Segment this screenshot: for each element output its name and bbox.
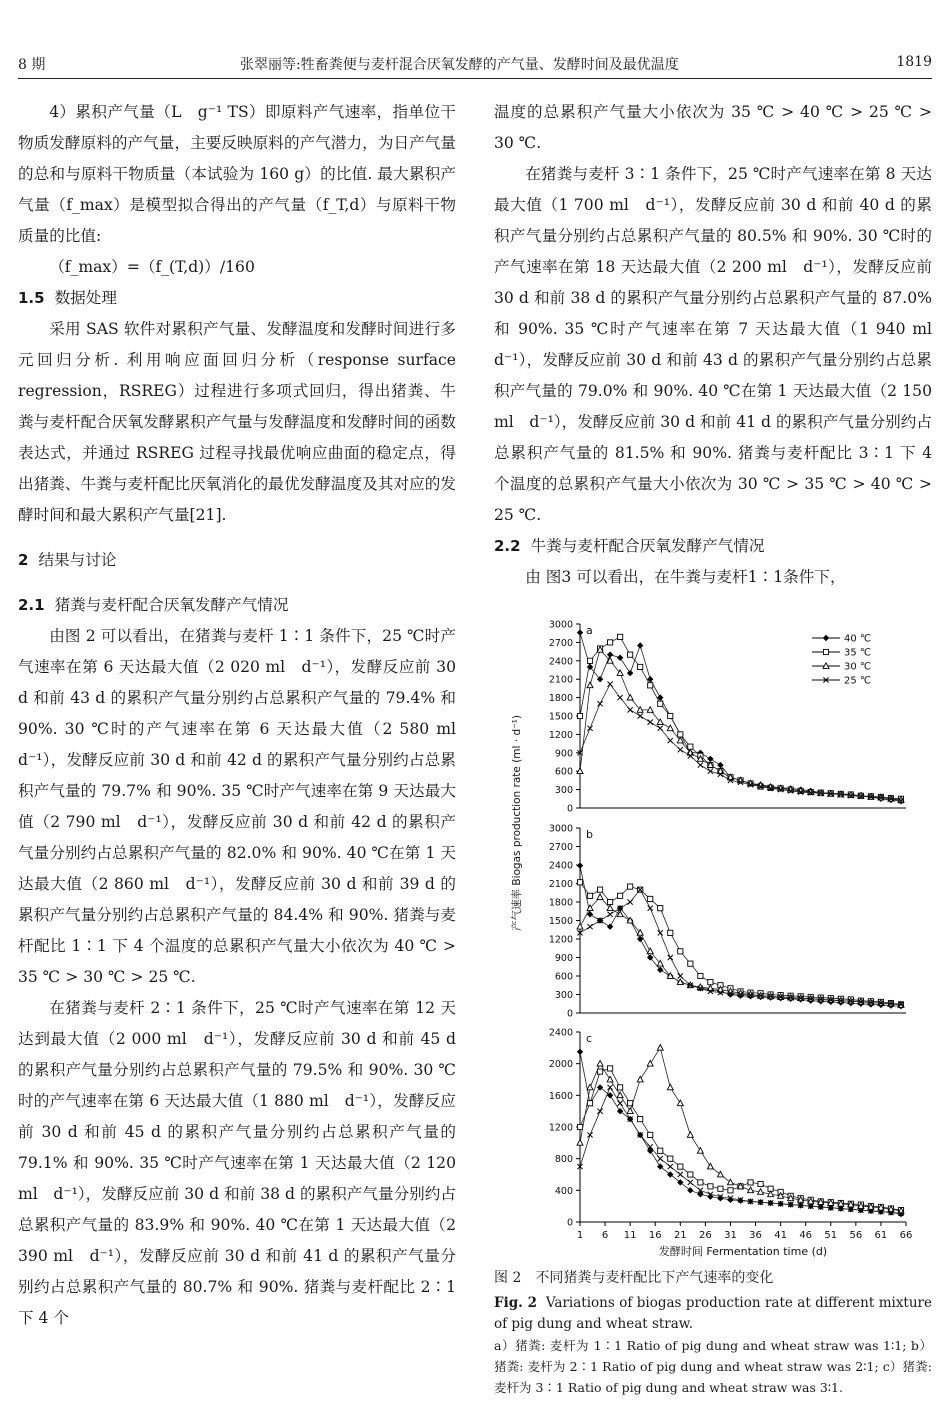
x-tick-label: 16 <box>648 1230 662 1241</box>
section-number: 2.1 <box>18 596 45 614</box>
data-point <box>607 899 612 904</box>
figure-caption <box>494 1268 932 1398</box>
data-point <box>697 1148 703 1154</box>
y-tick-label: 2700 <box>548 637 573 649</box>
data-point <box>737 1197 743 1203</box>
data-point <box>758 1181 763 1186</box>
y-tick-label: 900 <box>554 748 573 760</box>
x-tick-label: 1 <box>576 1230 584 1241</box>
data-point <box>597 1109 602 1114</box>
data-point <box>688 1172 693 1177</box>
data-point <box>668 955 673 960</box>
data-point <box>607 912 612 917</box>
legend-label: 30 ℃ <box>844 661 872 673</box>
running-header <box>18 50 932 79</box>
data-point <box>638 713 643 718</box>
data-point <box>648 683 653 688</box>
data-point <box>607 1066 612 1071</box>
data-point <box>628 707 633 712</box>
x-tick-label: 46 <box>799 1230 813 1241</box>
caption-chinese: 图 2 不同猪粪与麦杆配比下产气速率的变化 <box>494 1270 774 1286</box>
x-tick-label: 66 <box>899 1230 913 1241</box>
data-point <box>577 1124 582 1129</box>
paragraph-data-processing: 采用 SAS 软件对累积产气量、发酵温度和发酵时间进行多元回归分析. 利用响应面回归分析（response surface regression，RSREG）过程进行多项式回归，得出猪粪、牛粪与麦杆配合厌氧发酵累积产气量与发酵温度和发酵时间的函数表达式，并通过 RSREG 过程寻找最优响应曲面的稳定点，得出猪粪、牛粪与麦杆配比厌氧消化的最优发酵温度及其对应的发酵时间和最大累积产气量[21]. <box>18 320 456 524</box>
data-point <box>637 642 643 648</box>
data-point <box>597 1069 602 1074</box>
data-point <box>748 1180 753 1185</box>
data-point <box>677 1100 683 1106</box>
data-point <box>668 713 673 718</box>
y-tick-label: 300 <box>554 990 573 1001</box>
panel-label: b <box>586 828 593 841</box>
caption-english-text: Variations of biogas production rate at different mixture of pig dung and wheat straw. <box>494 1295 932 1332</box>
y-tick-label: 600 <box>554 971 573 983</box>
y-tick-label: 800 <box>554 1154 573 1166</box>
legend-label: 40 ℃ <box>844 633 872 645</box>
data-point <box>597 1060 603 1066</box>
data-point <box>667 1084 673 1090</box>
y-tick-label: 2400 <box>548 1027 573 1039</box>
series-line <box>580 1052 901 1214</box>
data-point <box>647 948 653 954</box>
x-tick-label: 41 <box>774 1230 787 1241</box>
section-heading-2-1 <box>18 590 456 621</box>
data-point <box>658 1156 663 1161</box>
data-point <box>607 1085 612 1090</box>
x-tick-label: 51 <box>824 1230 838 1241</box>
data-point <box>698 762 703 767</box>
data-point <box>618 1101 623 1106</box>
right-column <box>494 97 948 593</box>
y-tick-label: 600 <box>554 766 573 778</box>
y-tick-label: 1800 <box>548 897 573 909</box>
data-point <box>577 923 583 929</box>
data-point <box>678 1164 683 1169</box>
section-title: 结果与讨论 <box>38 551 117 569</box>
data-point <box>607 923 613 929</box>
data-point <box>577 880 582 885</box>
figure-2-chart <box>494 618 934 1258</box>
page-number: 1819 <box>896 54 932 70</box>
y-tick-label: 2100 <box>548 879 573 890</box>
caption-label: Fig. 2 <box>494 1295 538 1311</box>
y-tick-label: 0 <box>566 803 573 815</box>
data-point <box>627 1108 633 1114</box>
data-point <box>688 744 693 749</box>
data-point <box>587 893 592 898</box>
y-tick-label: 2400 <box>548 656 573 668</box>
caption-english <box>494 1293 932 1335</box>
y-tick-label: 1200 <box>548 729 573 741</box>
data-point <box>658 726 663 731</box>
data-point <box>668 930 673 935</box>
y-tick-label: 2700 <box>548 842 573 853</box>
data-point <box>628 899 633 904</box>
data-point <box>587 1132 592 1137</box>
x-tick-label: 11 <box>623 1230 637 1241</box>
paragraph-cumulative-gas: 4）累积产气量（L g⁻¹ TS）即原料产气速率，指单位干物质发酵原料的产气量，主要反映原料的产气潜力，为日产气量的总和与原料干物质量（本试验为 160 g）的比值. 最大累积产气量（f_max）是模型拟合得出的产气量（f_T,d）与原料干物质量的比值: <box>18 103 456 245</box>
data-point <box>617 1092 623 1098</box>
paragraph-ratio-3-1: 在猪粪与麦杆 3∶1 条件下，25 ℃时产气速率在第 8 天达最大值（1 700 ml d⁻¹），发酵反应前 30 d 和前 40 d 的累积产气量分别约占总累积产气量的 80.5% 和 90%. 30 ℃时的产气速率在第 18 天达最大值（2 200 ml d⁻¹），发酵反应前 30 d 和前 38 d 的累积产气量分别约占总累积产气量的 87.0% 和 90%. 35 ℃时产气速率在第 7 天达最大值（1 940 ml d⁻¹），发酵反应前 30 d 和前 43 d 的累积产气量分别约占总累积产气量的 79.0% 和 90%. 40 ℃在第 1 天达最大值（2 150 ml d⁻¹），发酵反应前 30 d 和前 41 d 的累积产气量分别约占总累积产气量的 81.5% 和 90%. 猪粪与麦杆配比 3∶1 下 4 个温度的总累积产气量大小依次为 30 ℃ > 35 ℃ > 40 ℃ > 25 ℃. <box>494 165 948 524</box>
legend-marker <box>823 649 828 654</box>
caption-subpanels: a）猪粪: 麦杆为 1∶1 Ratio of pig dung and wheat straw was 1∶1; b）猪粪: 麦杆为 2∶1 Ratio of pig dung and wheat straw was 2∶1; c）猪粪: 麦杆为 3∶1 Ratio of pig dung and wheat straw was 3∶1. <box>494 1338 932 1395</box>
data-point <box>618 695 623 700</box>
data-point <box>657 1045 663 1051</box>
data-point <box>587 682 593 688</box>
legend-label: 25 ℃ <box>844 675 872 687</box>
data-point <box>648 720 653 725</box>
data-point <box>617 655 623 661</box>
data-point <box>597 887 602 892</box>
section-heading-2 <box>18 545 456 576</box>
data-point <box>638 1116 643 1121</box>
series-line <box>580 890 901 1005</box>
data-point <box>727 1179 733 1185</box>
x-tick-label: 56 <box>849 1230 863 1241</box>
data-point <box>587 726 592 731</box>
y-tick-label: 0 <box>566 1217 573 1229</box>
y-tick-label: 300 <box>554 785 573 797</box>
section-title: 牛粪与麦杆配合厌氧发酵产气情况 <box>530 537 765 555</box>
data-point <box>718 1186 723 1191</box>
data-point <box>708 980 713 985</box>
data-point <box>678 1172 683 1177</box>
y-tick-label: 2400 <box>548 860 573 872</box>
data-point <box>688 961 693 966</box>
y-tick-label: 1200 <box>548 1122 573 1134</box>
y-tick-label: 1600 <box>548 1090 573 1102</box>
data-point <box>637 1076 643 1082</box>
section-number: 2 <box>18 551 29 569</box>
y-tick-label: 3000 <box>548 619 573 631</box>
data-point <box>698 1180 703 1185</box>
x-tick-label: 21 <box>673 1230 687 1241</box>
legend-marker <box>823 635 829 641</box>
data-point <box>587 658 592 663</box>
y-axis-title: 产气速率 Biogas production rate (ml · d⁻¹) <box>511 715 523 931</box>
data-point <box>667 725 673 731</box>
issue-number: 8 期 <box>18 57 46 73</box>
data-point <box>628 652 633 657</box>
legend-label: 35 ℃ <box>844 647 872 659</box>
data-point <box>668 738 673 743</box>
data-point <box>627 694 633 700</box>
data-point <box>717 1171 723 1177</box>
data-point <box>638 664 643 669</box>
y-tick-label: 1500 <box>548 916 573 927</box>
data-point <box>708 769 713 774</box>
data-point <box>658 930 663 935</box>
data-point <box>618 1085 623 1090</box>
x-tick-label: 31 <box>724 1230 737 1241</box>
data-point <box>678 732 683 737</box>
section-number: 1.5 <box>18 289 45 307</box>
data-point <box>577 862 583 868</box>
data-point <box>728 1188 733 1193</box>
data-point <box>618 634 623 639</box>
data-point <box>678 973 683 978</box>
data-point <box>618 893 623 898</box>
data-point <box>597 701 602 706</box>
data-point <box>627 670 633 676</box>
data-point <box>577 1049 583 1055</box>
paragraph-cow-dung: 由 图3 可以看出，在牛粪与麦杆1∶1条件下， <box>525 568 846 586</box>
panel-label: a <box>586 624 593 637</box>
data-point <box>688 1180 693 1185</box>
paragraph-ratio-1-1: 由图 2 可以看出，在猪粪与麦杆 1∶1 条件下，25 ℃时产气速率在第 6 天达最大值（2 020 ml d⁻¹），发酵反应前 30 d 和前 43 d 的累积产气量分别约占总累积产气量的 79.4% 和 90%. 30 ℃时的产气速率在第 6 天达最大值（2 580 ml d⁻¹），发酵反应前 30 d 和前 42 d 的累积产气量分别约占总累积产气量的 79.7% 和 90%. 35 ℃时产气速率在第 9 天达最大值（2 790 ml d⁻¹），发酵反应前 30 d 和前 42 d 的累积产气量分别约占总累积产气量的 82.0% 和 90%. 40 ℃在第 1 天达最大值（2 860 ml d⁻¹），发酵反应前 30 d 和前 39 d 的累积产气量分别约占总累积产气量的 84.4% 和 90%. 猪粪与麦杆配比 1∶1 下 4 个温度的总累积产气量大小依次为 40 ℃ > 35 ℃ > 30 ℃ > 25 ℃. <box>18 627 472 986</box>
y-tick-label: 900 <box>554 953 573 964</box>
section-title: 猪粪与麦杆配合厌氧发酵产气情况 <box>54 596 289 614</box>
data-point <box>668 1164 673 1169</box>
data-point <box>708 1184 713 1189</box>
x-tick-label: 61 <box>874 1230 888 1241</box>
section-heading-2-2 <box>494 531 932 562</box>
y-tick-label: 2000 <box>548 1059 573 1071</box>
data-point <box>587 1101 592 1106</box>
data-point <box>698 973 703 978</box>
data-point <box>647 1060 653 1066</box>
section-title: 数据处理 <box>54 289 117 307</box>
x-axis-title: 发酵时间 Fermentation time (d) <box>658 1245 828 1258</box>
data-point <box>587 1084 593 1090</box>
y-tick-label: 3000 <box>548 823 573 835</box>
y-tick-label: 2100 <box>548 674 573 686</box>
data-point <box>597 894 603 900</box>
data-point <box>607 1076 613 1082</box>
data-point <box>648 1132 653 1137</box>
y-tick-label: 1800 <box>548 693 573 705</box>
x-tick-label: 36 <box>749 1230 762 1241</box>
running-title: 张翠丽等:牲畜粪便与麦杆混合厌氧发酵的产气量、发酵时间及最优温度 <box>240 57 679 73</box>
data-point <box>607 640 612 645</box>
section-number: 2.2 <box>494 537 521 555</box>
data-point <box>678 949 683 954</box>
data-point <box>577 713 582 718</box>
data-point <box>577 1140 583 1146</box>
y-tick-label: 1500 <box>548 711 573 723</box>
paragraph-ratio-2-1: 在猪粪与麦杆 2∶1 条件下，25 ℃时产气速率在第 12 天达到最大值（2 000 ml d⁻¹），发酵反应前 30 d 和前 45 d 的累积产气量分别约占总累积产气量的 79.5% 和 90%. 30 ℃时的产气速率在第 6 天达最大值（1 880 ml d⁻¹），发酵反应前 30 d 和前 45 d 的累积产气量分别约占总累积产气量的 79.1% 和 90%. 35 ℃时产气速率在第 1 天达最大值（2 120 ml d⁻¹），发酵反应前 30 d 和前 38 d 的累积产气量分别约占总累积产气量的 83.9% 和 90%. 40 ℃在第 1 天达最大值（2 390 ml d⁻¹），发酵反应前 30 d 和前 41 d 的累积产气量分别约占总累积产气量的 80.7% 和 90%. 猪粪与麦杆配比 2∶1 下 4 个 <box>18 999 456 1327</box>
formula: （f_max）=（f_(T,d)）/160 <box>49 258 255 276</box>
left-column <box>18 97 472 1334</box>
section-heading-1-5 <box>18 283 456 314</box>
paragraph-continued: 温度的总累积产气量大小依次为 35 ℃ > 40 ℃ > 25 ℃ > 30 ℃. <box>494 103 932 152</box>
data-point <box>577 629 583 635</box>
data-point <box>678 747 683 752</box>
panel-label: c <box>586 1032 593 1045</box>
data-point <box>687 1132 693 1138</box>
data-point <box>668 1156 673 1161</box>
data-point <box>707 1163 713 1169</box>
x-tick-label: 6 <box>601 1230 609 1241</box>
y-tick-label: 0 <box>566 1008 573 1020</box>
data-point <box>587 924 592 929</box>
data-point <box>658 701 663 706</box>
data-point <box>607 682 612 687</box>
data-point <box>658 1148 663 1153</box>
data-point <box>648 906 653 911</box>
data-point <box>648 896 653 901</box>
x-tick-label: 26 <box>699 1230 712 1241</box>
y-tick-label: 400 <box>554 1185 573 1197</box>
data-point <box>658 906 663 911</box>
y-tick-label: 1200 <box>548 934 573 946</box>
data-point <box>628 884 633 889</box>
